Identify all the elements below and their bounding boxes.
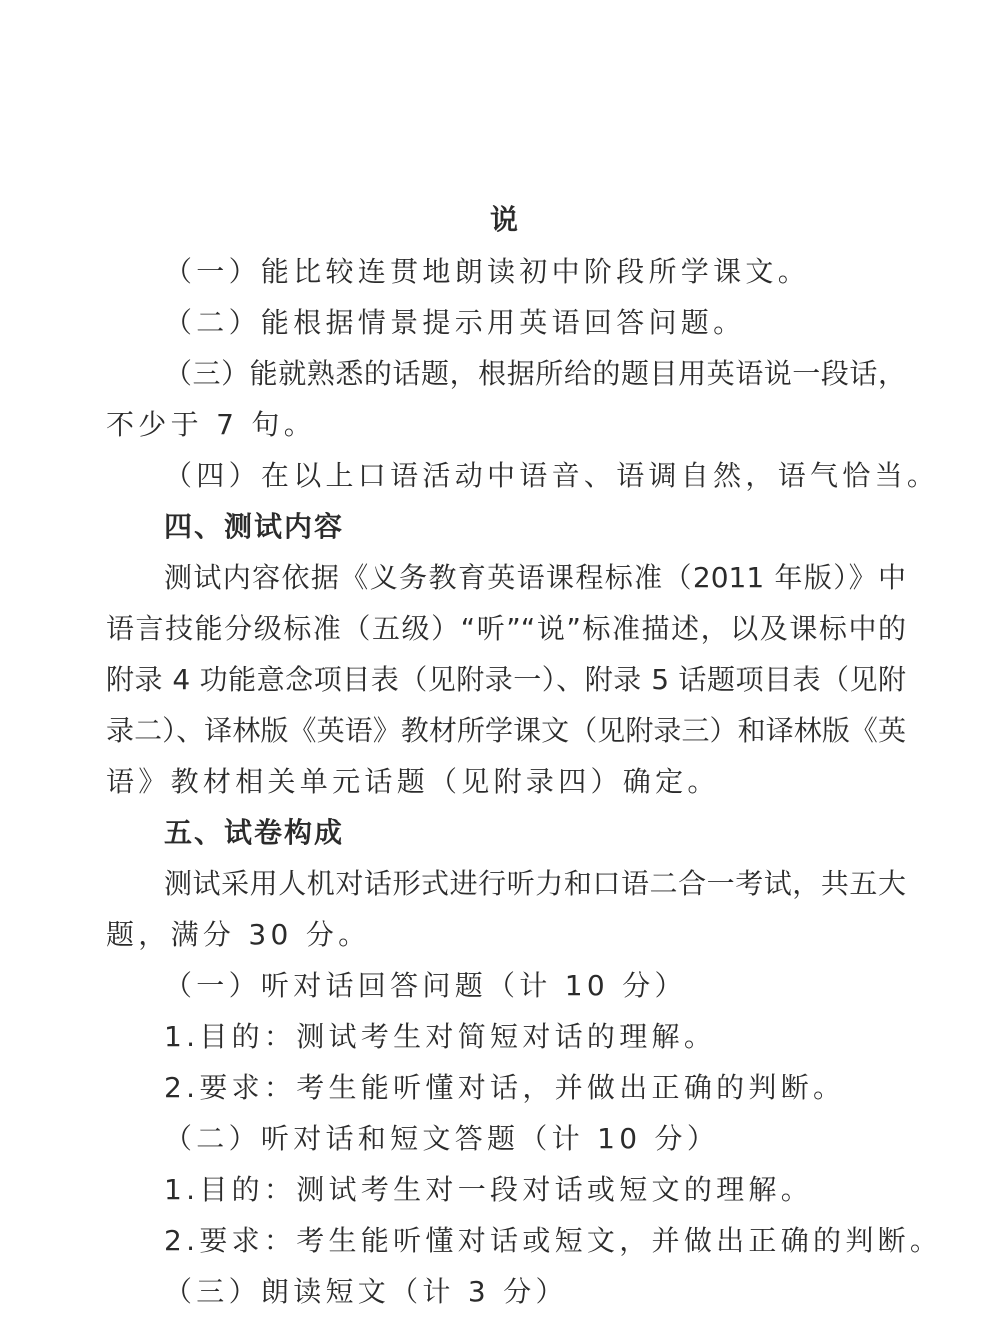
part-2-requirement: 2.要求：考生能听懂对话或短文，并做出正确的判断。: [164, 1224, 943, 1257]
speaking-item-3-cont: 不少于 7 句。: [106, 408, 317, 441]
content-line-3: 附录 4 功能意念项目表（见附录一）、附录 5 话题项目表（见附: [106, 663, 906, 696]
part-1-title: （一）听对话回答问题（计 10 分）: [164, 969, 687, 1002]
speaking-item-3: （三）能就熟悉的话题，根据所给的题目用英语说一段话，: [164, 357, 906, 390]
speaking-item-1: （一）能比较连贯地朗读初中阶段所学课文。: [164, 255, 811, 288]
structure-line-2: 题，满分 30 分。: [106, 918, 371, 951]
part-2-title: （二）听对话和短文答题（计 10 分）: [164, 1122, 720, 1155]
heading-test-content: 四、测试内容: [164, 510, 345, 543]
structure-line-1: 测试采用人机对话形式进行听力和口语二合一考试，共五大: [164, 867, 906, 900]
content-line-2: 语言技能分级标准（五级）“听”“说”标准描述，以及课标中的: [106, 612, 906, 645]
part-3-title: （三）朗读短文（计 3 分）: [164, 1275, 568, 1308]
section-title: 说: [489, 203, 518, 236]
part-1-requirement: 2.要求：考生能听懂对话，并做出正确的判断。: [164, 1071, 846, 1104]
content-line-1: 测试内容依据《义务教育英语课程标准（2011 年版）》中: [164, 561, 906, 594]
part-1-purpose: 1.目的：测试考生对简短对话的理解。: [164, 1020, 717, 1053]
speaking-item-4: （四）在以上口语活动中语音、语调自然，语气恰当。: [164, 459, 940, 492]
content-line-5: 语》教材相关单元话题（见附录四）确定。: [106, 765, 720, 798]
content-line-4: 录二）、译林版《英语》教材所学课文（见附录三）和译林版《英: [106, 714, 906, 747]
part-2-purpose: 1.目的：测试考生对一段对话或短文的理解。: [164, 1173, 814, 1206]
speaking-item-2: （二）能根据情景提示用英语回答问题。: [164, 306, 746, 339]
heading-paper-structure: 五、试卷构成: [164, 816, 345, 849]
